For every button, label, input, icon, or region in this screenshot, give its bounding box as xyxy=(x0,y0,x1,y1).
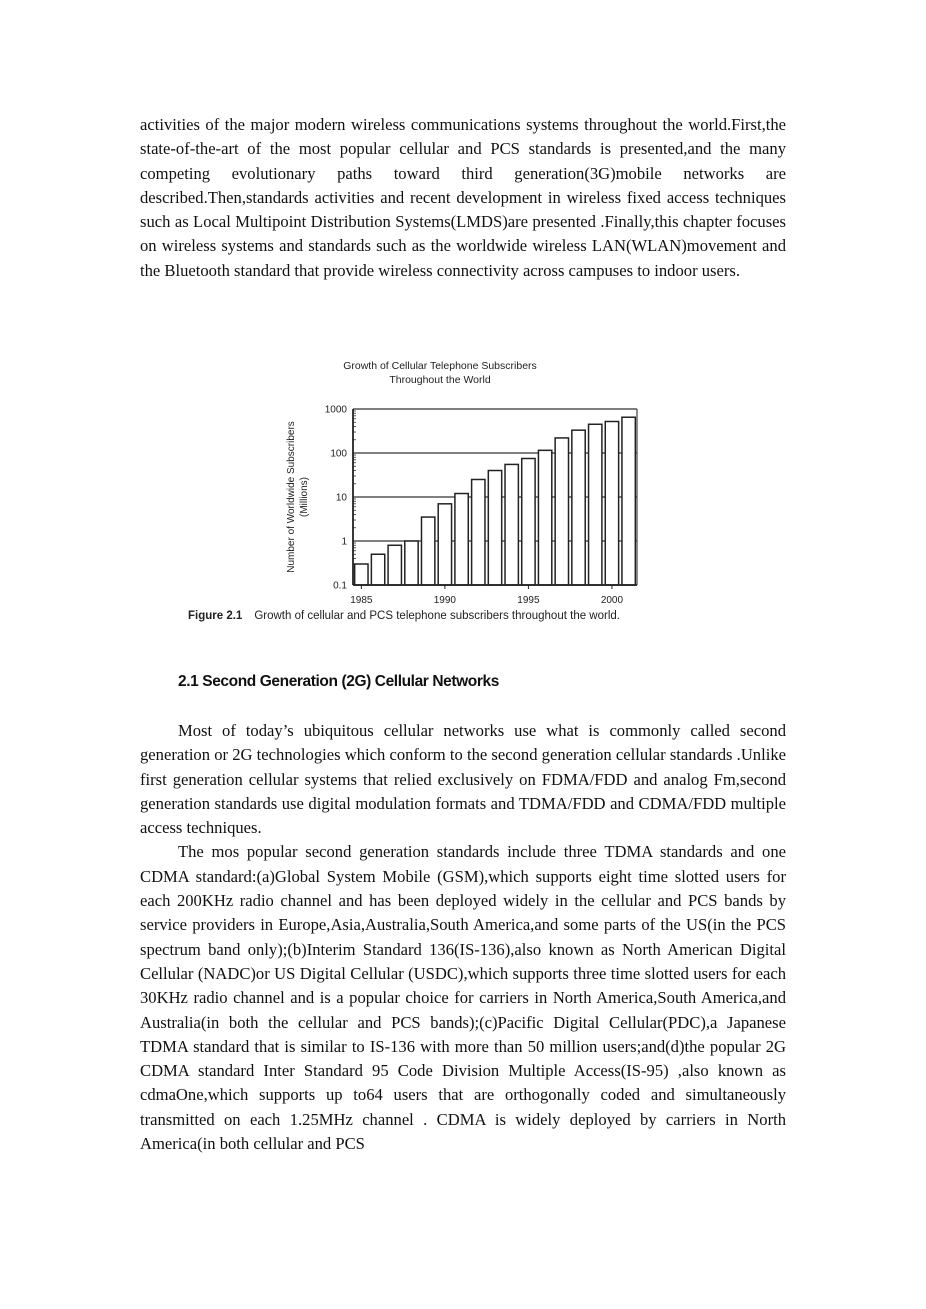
x-tick-label: 1990 xyxy=(433,595,457,606)
intro-paragraph: activities of the major modern wireless communications systems throughout the world.First,the state-of-the-art of the most popular cellular and PCS standards is presented,and the many competing evolutionary paths toward third generation(3G)mobile networks are described.Then,standards activities and recent development in wireless fixed access techniques such as Local Multipoint Distribution Systems(LMDS)are presented .Finally,this chapter focuses on wireless systems and standards such as the worldwide wireless LAN(WLAN)movement and the Bluetooth standard that provide wireless connectivity across campuses to indoor users. xyxy=(140,115,786,280)
bar-chart xyxy=(180,355,680,610)
bar-1998 xyxy=(572,430,585,585)
bar-1987 xyxy=(388,545,401,585)
bar-2000 xyxy=(605,421,618,585)
chart-title-line1: Growth of Cellular Telephone Subscribers xyxy=(343,360,537,372)
bar-2001 xyxy=(622,417,635,585)
bar-1990 xyxy=(438,504,451,585)
chart-title-line2: Throughout the World xyxy=(389,374,491,386)
section-paragraph-2: The mos popular second generation standards include three TDMA standards and one CDMA standard:(a)Global System Mobile (GSM),which supports eight time slotted users for each 200KHz radio channel and has been deployed widely in the cellular and PCS bands by service providers in Europe,Asia,Australia,South America,and some parts of the US(in the PCS spectrum band only);(b)Interim Standard 136(IS-136),also known as North American Digital Cellular (NADC)or US Digital Cellular (USDC),which supports three time slotted users for each 30KHz radio channel and is a popular choice for carriers in North America,South America,and Australia(in both the cellular and PCS bands);(c)Pacific Digital Cellular(PDC),a Japanese TDMA standard that is similar to IS-136 with more than 50 million users;and(d)the popular 2G CDMA standard Inter Standard 95 Code Division Multiple Access(IS-95) ,also known as cdmaOne,which supports up to64 users that are orthogonally coded and simultaneously transmitted on each 1.25MHz channel . CDMA is widely deployed by carriers in North America(in both cellular and PCS xyxy=(140,842,786,1154)
y-tick-label: 100 xyxy=(330,448,347,460)
y-axis-label xyxy=(286,421,310,573)
bar-1991 xyxy=(455,494,468,585)
y-tick-label: 1 xyxy=(341,536,347,548)
figure-caption-text: Growth of cellular and PCS telephone subscribers throughout the world. xyxy=(254,610,620,622)
section-heading: 2.1 Second Generation (2G) Cellular Networks xyxy=(178,673,499,690)
x-tick-label: 2000 xyxy=(600,595,624,606)
bar-1996 xyxy=(538,450,551,585)
y-tick-label: 1000 xyxy=(324,404,347,416)
bar-1985 xyxy=(355,564,368,585)
bar-1994 xyxy=(505,464,518,585)
svg-text:Number of Worldwide Subscriber: Number of Worldwide Subscribers xyxy=(286,421,297,573)
x-tick-label: 1985 xyxy=(350,595,373,606)
section-body xyxy=(140,719,786,1156)
figure-2-1 xyxy=(180,355,680,635)
bar-1995 xyxy=(522,458,535,585)
bar-1988 xyxy=(405,541,418,585)
y-tick-label: 10 xyxy=(335,492,347,504)
y-tick-label: 0.1 xyxy=(333,580,347,592)
bar-1992 xyxy=(472,479,485,585)
x-tick-label: 1995 xyxy=(517,595,540,606)
svg-text:(Millions): (Millions) xyxy=(299,477,310,517)
intro-text-block xyxy=(140,113,786,283)
section-paragraph-1: Most of today’s ubiquitous cellular networks use what is commonly called second generation or 2G technologies which conform to the second generation cellular standards .Unlike first generation cellular systems that relied exclusively on FDMA/FDD and analog Fm,second generation standards use digital modulation formats and TDMA/FDD and CDMA/FDD multiple access techniques. xyxy=(140,721,786,838)
figure-caption xyxy=(188,610,620,622)
figure-label: Figure 2.1 xyxy=(188,610,243,622)
bar-1993 xyxy=(488,471,501,585)
bar-1989 xyxy=(421,517,434,585)
bar-1986 xyxy=(371,554,384,585)
bar-1997 xyxy=(555,438,568,585)
bar-1999 xyxy=(589,424,602,585)
